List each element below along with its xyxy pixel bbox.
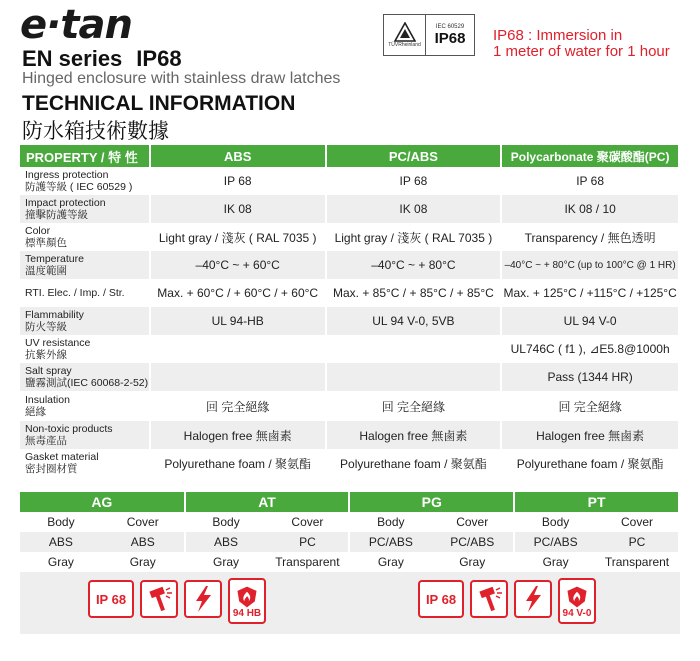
spec-cell-abs: Halogen free 無鹵素: [150, 421, 326, 449]
spec-cell-pc: IP 68: [501, 167, 679, 195]
variant-cell: PC: [266, 532, 349, 552]
spec-row: [20, 251, 679, 279]
flame-rating-label: 94 HB: [232, 607, 262, 619]
spec-row-label: Insulation 絕緣: [20, 391, 150, 421]
spec-cell-abs: IK 08: [150, 195, 326, 223]
certification-badge: [383, 14, 475, 56]
spec-row: [20, 223, 679, 251]
variant-cell: Body: [20, 512, 102, 532]
spec-row-label: Color 標準顏色: [20, 223, 150, 251]
spec-row-label: Impact protection 撞擊防護等級: [20, 195, 150, 223]
spec-row-label: Salt spray 鹽霧測試(IEC 60068-2-52): [20, 363, 150, 391]
variant-cell: PC/ABS: [514, 532, 596, 552]
spec-row: [20, 167, 679, 195]
header-pc: Polycarbonate 聚碳酸酯(PC): [501, 145, 679, 167]
variant-row: [20, 532, 679, 552]
spec-cell-pcabs: [326, 363, 502, 391]
tech-info-title-cn: 防水箱技術數據: [22, 120, 169, 143]
tuv-label: TÜVRheinland: [388, 42, 421, 48]
ip68-icon: IP 68: [88, 580, 134, 618]
spec-cell-pc: 回 完全絕緣: [501, 391, 679, 421]
variant-cell: Cover: [596, 512, 679, 532]
variant-cell: Cover: [266, 512, 349, 532]
spec-cell-pcabs: UL 94 V-0, 5VB: [326, 307, 502, 335]
tuv-mark: [384, 15, 426, 55]
spec-cell-pc: Pass (1344 HR): [501, 363, 679, 391]
spec-cell-pc: IK 08 / 10: [501, 195, 679, 223]
spec-table: [20, 145, 680, 477]
spec-cell-pcabs: [326, 335, 502, 363]
spec-cell-abs: 回 完全絕緣: [150, 391, 326, 421]
variant-at: AT: [185, 492, 350, 512]
spec-row-label: RTI. Elec. / Imp. / Str.: [20, 279, 150, 307]
tech-info-title: TECHNICAL INFORMATION: [22, 92, 296, 115]
variant-header-row: [20, 492, 679, 512]
spec-cell-pc: UL 94 V-0: [501, 307, 679, 335]
flame-rating-label: 94 V-0: [562, 607, 592, 619]
variant-cell: Cover: [102, 512, 185, 532]
spec-cell-pcabs: IK 08: [326, 195, 502, 223]
spec-cell-pcabs: –40°C ~ + 80°C: [326, 251, 502, 279]
spec-cell-pcabs: IP 68: [326, 167, 502, 195]
icon-set-pc: [418, 580, 596, 624]
variant-cell: ABS: [185, 532, 267, 552]
series-title: EN series IP68: [22, 46, 182, 71]
spec-cell-abs: UL 94-HB: [150, 307, 326, 335]
spec-row-label: Gasket material 密封圈材質: [20, 449, 150, 477]
variant-cell: Cover: [431, 512, 514, 532]
spec-cell-abs: –40°C ~ + 60°C: [150, 251, 326, 279]
variant-cell: Gray: [514, 552, 596, 572]
icon-set-abs: [88, 580, 266, 624]
variant-cell: Body: [349, 512, 431, 532]
spec-cell-pcabs: 回 完全絕緣: [326, 391, 502, 421]
variant-row: [20, 512, 679, 532]
spec-header-row: [20, 145, 679, 167]
variant-cell: Gray: [185, 552, 267, 572]
spec-row: [20, 363, 679, 391]
spec-cell-pcabs: Light gray / 淺灰 ( RAL 7035 ): [326, 223, 502, 251]
variant-table: [20, 492, 680, 572]
spec-cell-abs: [150, 363, 326, 391]
lightning-icon: [514, 580, 552, 618]
spec-cell-pcabs: Halogen free 無鹵素: [326, 421, 502, 449]
variant-cell: ABS: [102, 532, 185, 552]
variant-cell: Gray: [102, 552, 185, 572]
spec-cell-abs: Polyurethane foam / 聚氨酯: [150, 449, 326, 477]
variant-ag: AG: [20, 492, 185, 512]
iec-label: IEC 60529: [435, 23, 465, 30]
variant-cell: ABS: [20, 532, 102, 552]
spec-row: [20, 335, 679, 363]
header-property: PROPERTY / 特 性: [20, 145, 150, 167]
variant-cell: Body: [514, 512, 596, 532]
spec-cell-pcabs: Max. + 85°C / + 85°C / + 85°C: [326, 279, 502, 307]
spec-row-label: Flammability 防火等級: [20, 307, 150, 335]
spec-cell-abs: [150, 335, 326, 363]
subtitle: Hinged enclosure with stainless draw latches: [22, 70, 341, 87]
flame-rating-icon: [558, 578, 596, 624]
hammer-icon: [470, 580, 508, 618]
spec-cell-abs: Max. + 60°C / + 60°C / + 60°C: [150, 279, 326, 307]
ip68-icon: IP 68: [418, 580, 464, 618]
spec-row: [20, 391, 679, 421]
header-pcabs: PC/ABS: [326, 145, 502, 167]
spec-cell-pc: Max. + 125°C / +115°C / +125°C: [501, 279, 679, 307]
header-abs: ABS: [150, 145, 326, 167]
variant-cell: Gray: [349, 552, 431, 572]
spec-row: [20, 307, 679, 335]
variant-cell: Gray: [20, 552, 102, 572]
spec-cell-abs: IP 68: [150, 167, 326, 195]
variant-pt: PT: [514, 492, 679, 512]
spec-row-label: Ingress protection 防護等級 ( IEC 60529 ): [20, 167, 150, 195]
spec-cell-pc: Transparency / 無色透明: [501, 223, 679, 251]
spec-row: [20, 421, 679, 449]
hammer-icon: [140, 580, 178, 618]
spec-cell-pc: UL746C ( f1 ), ⊿E5.8@1000h: [501, 335, 679, 363]
variant-pg: PG: [349, 492, 514, 512]
variant-cell: Body: [185, 512, 267, 532]
variant-row: [20, 552, 679, 572]
spec-row: [20, 279, 679, 307]
lightning-icon: [184, 580, 222, 618]
variant-cell: Transparent: [266, 552, 349, 572]
spec-row-label: Temperature 溫度範圍: [20, 251, 150, 279]
spec-cell-abs: Light gray / 淺灰 ( RAL 7035 ): [150, 223, 326, 251]
flame-rating-icon: [228, 578, 266, 624]
spec-cell-pc: –40°C ~ + 80°C (up to 100°C @ 1 HR): [501, 251, 679, 279]
spec-row-label: UV resistance 抗紫外線: [20, 335, 150, 363]
ip-label: IP68: [434, 29, 466, 47]
spec-row: [20, 449, 679, 477]
variant-cell: Gray: [431, 552, 514, 572]
feature-icon-band: [20, 572, 680, 634]
spec-cell-pcabs: Polyurethane foam / 聚氨酯: [326, 449, 502, 477]
spec-cell-pc: Halogen free 無鹵素: [501, 421, 679, 449]
brand-logo: e·tan: [20, 2, 132, 48]
variant-cell: Transparent: [596, 552, 679, 572]
tuv-triangle-icon: [394, 22, 416, 42]
spec-row-label: Non-toxic products 無毒產品: [20, 421, 150, 449]
variant-cell: PC/ABS: [349, 532, 431, 552]
variant-cell: PC/ABS: [431, 532, 514, 552]
variant-cell: PC: [596, 532, 679, 552]
spec-row: [20, 195, 679, 223]
ip68-note: IP68 : Immersion in 1 meter of water for 1 hour: [493, 27, 670, 60]
spec-cell-pc: Polyurethane foam / 聚氨酯: [501, 449, 679, 477]
